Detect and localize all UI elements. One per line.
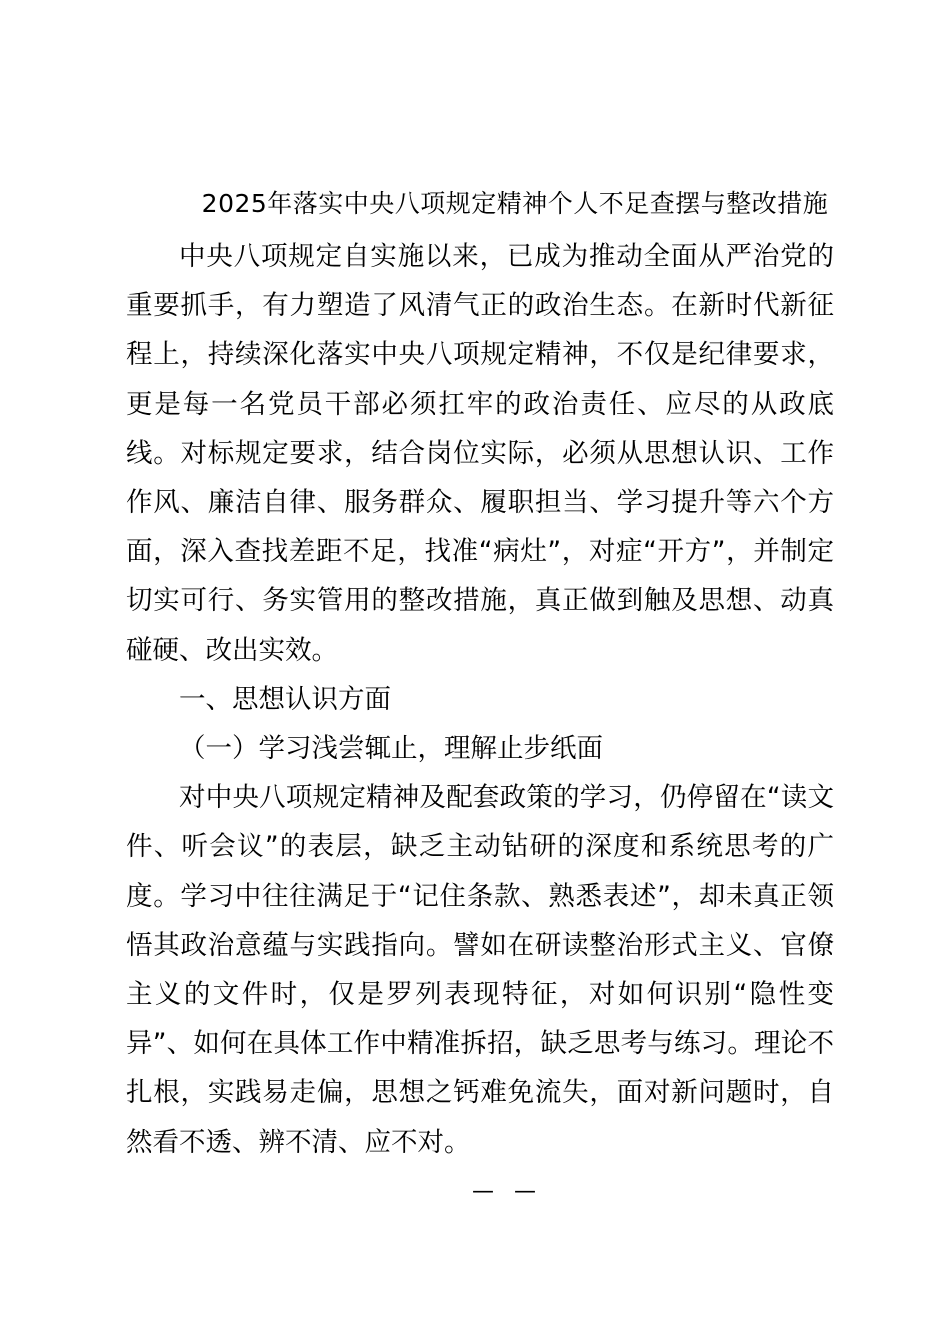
intro-paragraph: 中央八项规定自实施以来，已成为推动全面从严治党的重要抓手，有力塑造了风清气正的政治生态。在新时代新征程上，持续深化落实中央八项规定精神，不仅是纪律要求，更是每一名党员干部必须扛牢的政治责任、应尽的从政底线。对标规定要求，结合岗位实际，必须从思想认识、工作作风、廉洁自律、服务群众、履职担当、学习提升等六个方面，深入查找差距不足，找准“病灶”，对症“开方”，并制定切实可行、务实管用的整改措施，真正做到触及思想、动真碰硬、改出实效。 — [126, 241, 834, 666]
section-heading-thinking: 一、思想认识方面 — [179, 683, 391, 715]
page-number: — — — [472, 1179, 538, 1204]
subsection-body-paragraph: 对中央八项规定精神及配套政策的学习，仍停留在“读文件、听会议”的表层，缺乏主动钻研的深度和系统思考的广度。学习中往往满足于“记住条款、熟悉表述”，却未真正领悟其政治意蕴与实践指向。譬如在研读整治形式主义、官僚主义的文件时，仅是罗列表现特征，对如何识别“隐性变异”、如何在具体工作中精准拆招，缺乏思考与练习。理论不扎根，实践易走偏，思想之钙难免流失，面对新问题时，自然看不透、辨不清、应不对。 — [126, 782, 834, 1158]
document-body — [126, 232, 834, 1167]
document-title: 2025年落实中央八项规定精神个人不足查摆与整改措施 — [201, 189, 829, 218]
subsection-heading-study: （一）学习浅尝辄止，理解止步纸面 — [179, 733, 603, 765]
